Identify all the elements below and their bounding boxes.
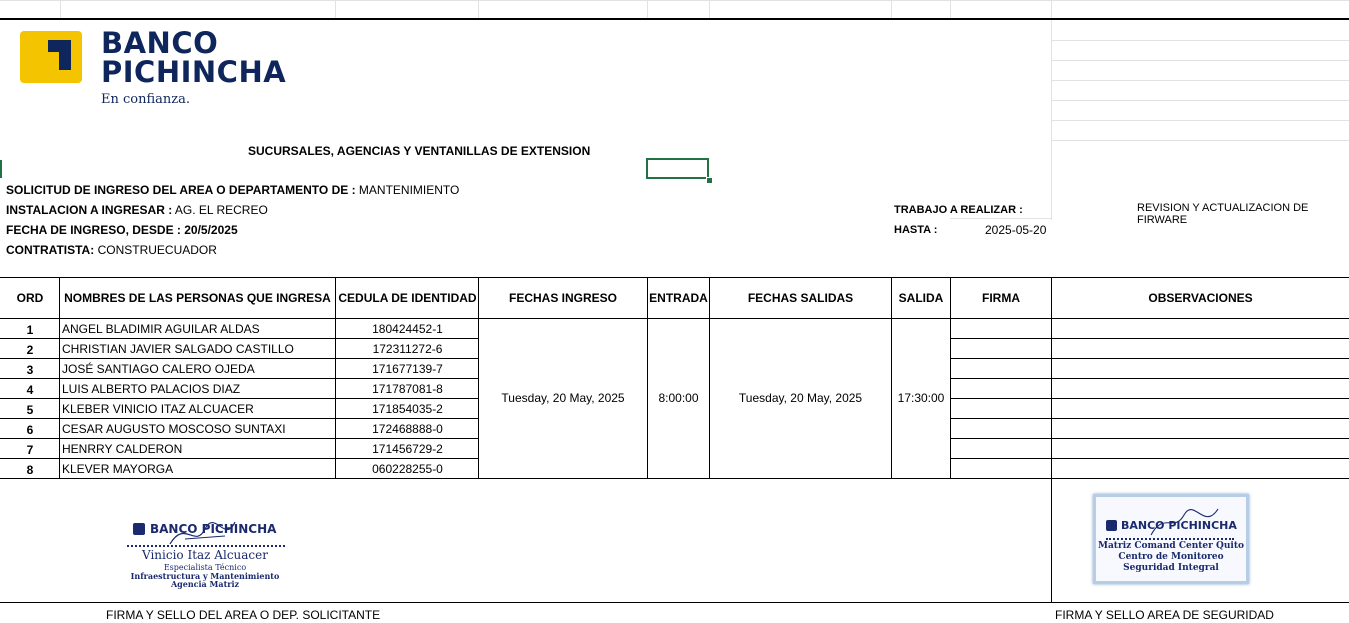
grid-line <box>1051 60 1349 61</box>
grid-line <box>1051 40 1349 41</box>
until-label: HASTA : <box>894 224 938 236</box>
row-indicator <box>0 160 2 178</box>
row-id: 060228255-0 <box>372 462 443 476</box>
header-names: NOMBRES DE LAS PERSONAS QUE INGRESA <box>64 291 331 305</box>
col-border <box>891 277 892 479</box>
header-date-in: FECHAS INGRESO <box>508 291 617 305</box>
row-border <box>0 358 478 359</box>
security-stamp <box>1093 494 1249 584</box>
grid-line <box>950 0 951 18</box>
stamp-dept: Infraestructura y Mantenimiento <box>130 571 280 581</box>
exit-time-cell: 17:30:00 <box>897 391 945 405</box>
grid-line-top <box>0 0 1349 1</box>
grid-line <box>647 0 648 18</box>
row-id: 171854035-2 <box>372 402 443 416</box>
grid-line <box>1051 120 1349 121</box>
brand-line-2: PICHINCHA <box>101 55 287 89</box>
row-name: CESAR AUGUSTO MOSCOSO SUNTAXI <box>62 422 286 436</box>
row-name: JOSÉ SANTIAGO CALERO OJEDA <box>62 362 255 376</box>
stamp-office: Agencia Matriz <box>170 579 240 589</box>
row-border <box>950 358 1349 359</box>
row-id: 171787081-8 <box>372 382 443 396</box>
footer-security-label: FIRMA Y SELLO AREA DE SEGURIDAD <box>1055 608 1274 622</box>
row-ord: 4 <box>26 383 34 397</box>
col-border <box>647 277 648 479</box>
grid-line <box>709 0 710 18</box>
row-border <box>0 338 478 339</box>
area-row <box>6 183 459 197</box>
header-ord: ORD <box>16 291 44 305</box>
grid-line <box>1051 140 1349 141</box>
stamp-logo-icon <box>1106 520 1117 531</box>
row-border <box>0 398 478 399</box>
entry-time-cell: 8:00:00 <box>658 391 699 405</box>
fill-handle[interactable] <box>706 177 713 184</box>
stamp-line-3: Seguridad Integral <box>1123 563 1219 573</box>
row-ord: 3 <box>26 363 34 377</box>
footer-requester-label: FIRMA Y SELLO DEL AREA O DEP. SOLICITANTE <box>106 608 381 622</box>
footer-border <box>0 602 1349 603</box>
area-label: SOLICITUD DE INGRESO DEL AREA O DEPARTAMENTO DE : <box>6 183 356 197</box>
grid-line <box>1051 80 1349 81</box>
row-ord: 7 <box>26 443 34 457</box>
row-ord: 6 <box>26 423 34 437</box>
grid-line <box>891 0 892 18</box>
row-name: CHRISTIAN JAVIER SALGADO CASTILLO <box>62 342 294 356</box>
stamp-divider <box>1106 538 1234 540</box>
area-value: MANTENIMIENTO <box>358 183 460 197</box>
row-border <box>0 458 478 459</box>
install-value: AG. EL RECREO <box>174 203 268 217</box>
work-value: REVISION Y ACTUALIZACION DE FIRWARE <box>1137 202 1309 226</box>
row-border <box>0 438 478 439</box>
row-id: 171456729-2 <box>372 442 443 456</box>
contractor-label: CONTRATISTA: <box>6 243 95 257</box>
header-id: CEDULA DE IDENTIDAD <box>338 291 477 305</box>
stamp-line-2: Centro de Monitoreo <box>1118 552 1224 562</box>
requester-stamp <box>125 512 295 587</box>
row-id: 172311272-6 <box>372 342 443 356</box>
brand-line-1: BANCO <box>101 26 219 60</box>
row-border <box>950 418 1349 419</box>
date-in-cell: Tuesday, 20 May, 2025 <box>501 391 625 405</box>
stamp-name: Vinicio Itaz Alcuacer <box>142 548 268 562</box>
row-border <box>950 338 1349 339</box>
grid-line <box>950 218 1051 219</box>
stamp-divider <box>127 545 285 547</box>
col-border <box>1051 277 1052 602</box>
row-name: ANGEL BLADIMIR AGUILAR ALDAS <box>62 322 260 336</box>
row-border <box>950 438 1349 439</box>
table-header-bottom-border <box>0 318 1349 319</box>
work-label: TRABAJO A REALIZAR : <box>894 204 1023 216</box>
sheet-top-border <box>0 18 1349 20</box>
row-ord: 2 <box>26 343 34 357</box>
stamp-brand: BANCO PICHINCHA <box>1121 519 1237 532</box>
header-notes: OBSERVACIONES <box>1148 291 1253 305</box>
bank-logo-icon <box>20 31 82 83</box>
install-row <box>6 203 268 217</box>
table-bottom-border <box>0 478 1349 479</box>
row-name: LUIS ALBERTO PALACIOS DIAZ <box>62 382 241 396</box>
row-ord: 5 <box>26 403 34 417</box>
row-ord: 8 <box>26 463 34 477</box>
row-border <box>0 378 478 379</box>
row-border <box>950 378 1349 379</box>
date-out-cell: Tuesday, 20 May, 2025 <box>738 391 863 405</box>
stamp-logo-icon <box>133 523 145 535</box>
col-border <box>709 277 710 479</box>
grid-line <box>478 0 479 18</box>
row-id: 180424452-1 <box>372 322 443 336</box>
table-top-border <box>0 277 1349 278</box>
stamp-brand: BANCO PICHINCHA <box>150 522 277 536</box>
contractor-value: CONSTRUECUADOR <box>97 243 217 257</box>
row-border <box>950 458 1349 459</box>
header-date-out: FECHAS SALIDAS <box>747 291 854 305</box>
header-exit: SALIDA <box>898 291 944 305</box>
stamp-role: Especialista Técnico <box>163 563 247 572</box>
brand-tagline: En confianza. <box>101 92 191 107</box>
row-name: HENRRY CALDERON <box>62 442 183 456</box>
contractor-row <box>6 243 217 257</box>
stamp-line-1: Matriz Comand Center Quito <box>1098 541 1244 551</box>
date-label: FECHA DE INGRESO, DESDE : 20/5/2025 <box>6 223 238 237</box>
grid-line <box>335 0 336 18</box>
grid-line <box>1051 100 1349 101</box>
row-name: KLEBER VINICIO ITAZ ALCUACER <box>62 402 254 416</box>
row-border <box>950 398 1349 399</box>
selected-cell[interactable] <box>646 158 709 179</box>
row-id: 172468888-0 <box>372 422 443 436</box>
header-signature: FIRMA <box>982 291 1020 305</box>
row-border <box>0 418 478 419</box>
signature-scribble <box>1146 503 1226 543</box>
row-ord: 1 <box>26 323 34 337</box>
until-value: 2025-05-20 <box>985 223 1047 237</box>
grid-line <box>1051 0 1052 18</box>
grid-line <box>60 0 61 18</box>
install-label: INSTALACION A INGRESAR : <box>6 203 173 217</box>
document-title: SUCURSALES, AGENCIAS Y VENTANILLAS DE EXTENSION <box>248 144 591 158</box>
header-entry: ENTRADA <box>649 291 708 305</box>
row-name: KLEVER MAYORGA <box>62 462 174 476</box>
row-id: 171677139-7 <box>372 362 443 376</box>
